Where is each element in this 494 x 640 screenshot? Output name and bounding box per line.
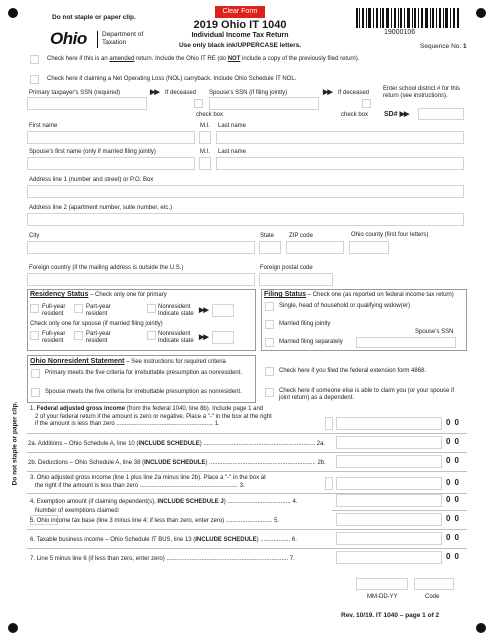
revision-footer: Rev. 10/19. IT 1040 – page 1 of 2 xyxy=(341,612,440,619)
registration-mark-bottom-left xyxy=(8,623,18,633)
spouse-deceased-checkbox[interactable] xyxy=(362,99,371,108)
mi-field[interactable] xyxy=(199,131,211,144)
primary-state-arrow-icon: ▶▶ xyxy=(199,307,208,314)
extension-label: Check here if you filed the federal extension form 4868. xyxy=(279,368,427,374)
primary-deceased-label: If deceased xyxy=(165,90,197,96)
spouse-part-year-checkbox[interactable] xyxy=(74,331,83,340)
spouse-nonresident-statement-checkbox[interactable] xyxy=(31,388,40,397)
registration-mark-top-right xyxy=(476,8,486,18)
line-4-separator xyxy=(332,510,467,511)
sequence-value: 1 xyxy=(463,43,467,50)
mfs-checkbox[interactable] xyxy=(265,338,274,347)
state-field[interactable] xyxy=(259,241,281,254)
spouse-nonresident-checkbox[interactable] xyxy=(147,331,156,340)
line-1-text: 1. Federal adjusted gross income (from the federal 1040, line 8b). Include page 1 and 2 of your federal return if the amount is zero or negative. Place a "-" in the box at the right if the amount is less than zero .......................................................... 1. xyxy=(30,406,272,427)
line-2b-text: 2b. Deductions – Ohio Schedule A, line 38 (INCLUDE SCHEDULE) ................................................................ 2b. xyxy=(28,460,326,466)
zip-label: ZIP code xyxy=(289,233,313,239)
line-7-amount-field[interactable] xyxy=(336,551,442,564)
primary-check-box-label: check box xyxy=(196,112,224,118)
dependent-checkbox[interactable] xyxy=(265,388,274,397)
state-label: State xyxy=(260,233,275,239)
line-1-separator xyxy=(27,433,467,434)
county-field[interactable] xyxy=(349,241,389,254)
line-2b-amount-field[interactable] xyxy=(336,455,442,468)
spouse-full-year-label: Full-year resident xyxy=(42,331,66,344)
line-3-amount-field[interactable] xyxy=(336,477,442,490)
spouse-nonresident-statement-label: Spouse meets the five criteria for irrebuttable presumption as nonresident. xyxy=(45,389,242,395)
line-7-cents: 00 xyxy=(446,552,463,561)
code-field[interactable] xyxy=(414,578,454,590)
primary-ssn-field[interactable] xyxy=(27,97,147,110)
line-1-cents: 00 xyxy=(446,418,463,427)
last-name-label: Last name xyxy=(218,123,247,129)
line-5-separator xyxy=(27,529,467,530)
primary-ssn-label: Primary taxpayer's SSN (required) xyxy=(29,90,121,96)
mfj-label: Married filing jointly xyxy=(279,321,331,327)
first-name-field[interactable] xyxy=(27,131,195,144)
nol-checkbox[interactable] xyxy=(30,75,39,84)
date-field[interactable] xyxy=(356,578,408,590)
residency-heading: Residency Status – Check only one for primary xyxy=(30,291,167,298)
line-6-separator xyxy=(27,548,467,549)
barcode xyxy=(356,8,460,28)
amended-checkbox[interactable] xyxy=(30,55,39,64)
logo-divider xyxy=(97,31,98,48)
ohio-logo: Ohio xyxy=(50,29,87,48)
address1-label: Address line 1 (number and street) or P.O. Box xyxy=(29,177,154,183)
line-2b-separator xyxy=(27,471,467,472)
single-checkbox[interactable] xyxy=(265,302,274,311)
primary-full-year-checkbox[interactable] xyxy=(30,304,39,313)
dependent-label: Check here if someone else is able to claim you (or your spouse if joint return) as a dependent. xyxy=(279,388,455,401)
spouse-first-name-field[interactable] xyxy=(27,157,195,170)
spouse-part-year-label: Part-year resident xyxy=(86,331,111,344)
side-no-staple-text: Do not staple or paper clip. xyxy=(11,401,19,486)
primary-part-year-checkbox[interactable] xyxy=(74,304,83,313)
line-2a-separator xyxy=(27,452,467,453)
form-title: 2019 Ohio IT 1040 xyxy=(193,19,287,31)
line-5-amount-field[interactable] xyxy=(336,513,442,526)
primary-full-year-label: Full-year resident xyxy=(42,304,66,317)
line-5-cents: 00 xyxy=(446,514,463,523)
line-1-amount-field[interactable] xyxy=(336,417,442,430)
spouse-deceased-label: If deceased xyxy=(338,90,370,96)
clear-form-button[interactable]: Clear Form xyxy=(215,6,265,18)
line-3-cents: 00 xyxy=(446,478,463,487)
line-2b-cents: 00 xyxy=(446,456,463,465)
spouse-ssn-field[interactable] xyxy=(209,97,319,110)
single-label: Single, head of household or qualifying widow(er) xyxy=(279,303,411,309)
address2-label: Address line 2 (apartment number, suite number, etc.) xyxy=(29,205,173,211)
mfj-checkbox[interactable] xyxy=(265,320,274,329)
form-subtitle: Individual Income Tax Return xyxy=(191,32,289,39)
foreign-postal-field[interactable] xyxy=(259,273,333,286)
dept-line-2: Taxation xyxy=(102,39,127,46)
spouse-deceased-arrow-icon: ▶▶ xyxy=(323,89,332,96)
line-6-amount-field[interactable] xyxy=(336,532,442,545)
last-name-field[interactable] xyxy=(216,131,464,144)
filing-spouse-ssn-field[interactable] xyxy=(356,337,456,348)
spouse-full-year-checkbox[interactable] xyxy=(30,331,39,340)
line-7-text: 7. Line 5 minus line 6 (if less than zero, enter zero) ......................................................................... 7. xyxy=(30,556,295,562)
zip-field[interactable] xyxy=(286,241,344,254)
primary-deceased-arrow-icon: ▶▶ xyxy=(150,89,159,96)
spouse-last-name-field[interactable] xyxy=(216,157,464,170)
sd-arrow-icon: ▶▶ xyxy=(399,111,409,118)
spouse-last-name-label: Last name xyxy=(218,149,247,155)
line-4-text: 4. Exemption amount (if claiming dependent(s), INCLUDE SCHEDULE J) ...................................... 4. Number of exemptions claimed: xyxy=(30,499,298,514)
primary-deceased-checkbox[interactable] xyxy=(194,99,203,108)
foreign-country-field[interactable] xyxy=(27,273,255,286)
spouse-state-field[interactable] xyxy=(212,331,234,344)
primary-nonresident-label: Nonresident Indicate state xyxy=(158,304,194,317)
spouse-mi-field[interactable] xyxy=(199,157,211,170)
address1-field[interactable] xyxy=(27,185,464,198)
code-label: Code xyxy=(425,594,440,600)
sequence-label: Sequence No. 1 xyxy=(420,43,467,50)
extension-checkbox[interactable] xyxy=(265,367,274,376)
line-4-amount-field[interactable] xyxy=(336,494,442,507)
mi-label: M.I. xyxy=(200,123,210,129)
spouse-nonresident-label: Nonresident Indicate state xyxy=(158,331,194,344)
line-3-sign-box[interactable] xyxy=(325,477,333,490)
foreign-country-label: Foreign country (if the mailing address is outside the U.S.) xyxy=(29,265,184,271)
registration-mark-top-left xyxy=(8,8,18,18)
date-format-label: MM-DD-YY xyxy=(367,594,398,600)
filing-heading: Filing Status – Check one (as reported on federal income tax return) xyxy=(264,291,454,298)
spouse-mi-label: M.I. xyxy=(200,149,210,155)
school-district-field[interactable] xyxy=(418,108,464,120)
line-2a-cents: 00 xyxy=(446,437,463,446)
barcode-number: 19000106 xyxy=(384,29,416,36)
first-name-label: First name xyxy=(29,123,58,129)
line-6-cents: 00 xyxy=(446,533,463,542)
line-1-sign-box[interactable] xyxy=(325,417,333,430)
primary-part-year-label: Part-year resident xyxy=(86,304,111,317)
nol-label: Check here if claiming a Net Operating Loss (NOL) carryback. Include Ohio Schedule IT NOL. xyxy=(47,76,297,82)
county-label: Ohio county (first four letters) xyxy=(351,232,429,238)
line-4-cents: 00 xyxy=(446,495,463,504)
address2-field[interactable] xyxy=(27,213,464,226)
primary-nonresident-statement-label: Primary meets the five criteria for irrebuttable presumption as nonresident. xyxy=(45,370,243,376)
spouse-ssn-label: Spouse's SSN (if filing jointly) xyxy=(209,90,288,96)
line-6-text: 6. Taxable business income – Ohio Schedule IT BUS, line 13 (INCLUDE SCHEDULE) .................. 6. xyxy=(30,537,297,543)
ink-instruction: Use only black ink/UPPERCASE letters. xyxy=(178,42,302,49)
no-staple-notice: Do not staple or paper clip. xyxy=(52,14,136,21)
school-district-label: Enter school district # for this return (see instructions). xyxy=(383,86,461,99)
nonresident-heading: Ohio Nonresident Statement – See instructions for required criteria xyxy=(30,358,226,365)
spouse-first-name-label: Spouse's first name (only if married filing jointly) xyxy=(29,149,156,155)
primary-nonresident-checkbox[interactable] xyxy=(147,304,156,313)
line-2a-text: 2a. Additions – Ohio Schedule A, line 10 (INCLUDE SCHEDULE) ................................................................... 2a. xyxy=(28,441,326,447)
spouse-check-box-label: check box xyxy=(341,112,369,118)
registration-mark-bottom-right xyxy=(476,623,486,633)
spouse-residency-hint: Check only one for spouse (if married filing jointly) xyxy=(30,321,163,327)
line-3-text: 3. Ohio adjusted gross income (line 1 plus line 2a minus line 2b). Place a "-" in the box at the right if the amount is less than zero ........................................................... 3. xyxy=(30,475,266,489)
primary-state-field[interactable] xyxy=(212,304,234,317)
filing-spouse-ssn-label: Spouse's SSN xyxy=(415,329,454,335)
amended-label: Check here if this is an amended return. Include the Ohio IT RE (do NOT include a copy of the previously filed return). xyxy=(47,56,360,62)
foreign-postal-label: Foreign postal code xyxy=(260,265,313,271)
dept-line-1: Department of xyxy=(102,31,144,38)
sd-label: SD# ▶▶ xyxy=(384,111,409,118)
line-2a-amount-field[interactable] xyxy=(336,436,442,449)
primary-nonresident-statement-checkbox[interactable] xyxy=(31,369,40,378)
city-field[interactable] xyxy=(27,241,255,254)
line-5-text: 5. Ohio income tax base (line 3 minus line 4; if less than zero, enter zero) ............................ 5. xyxy=(30,518,280,524)
mfs-label: Married filing separately xyxy=(279,339,343,345)
spouse-state-arrow-icon: ▶▶ xyxy=(199,334,208,341)
city-label: City xyxy=(29,233,40,239)
